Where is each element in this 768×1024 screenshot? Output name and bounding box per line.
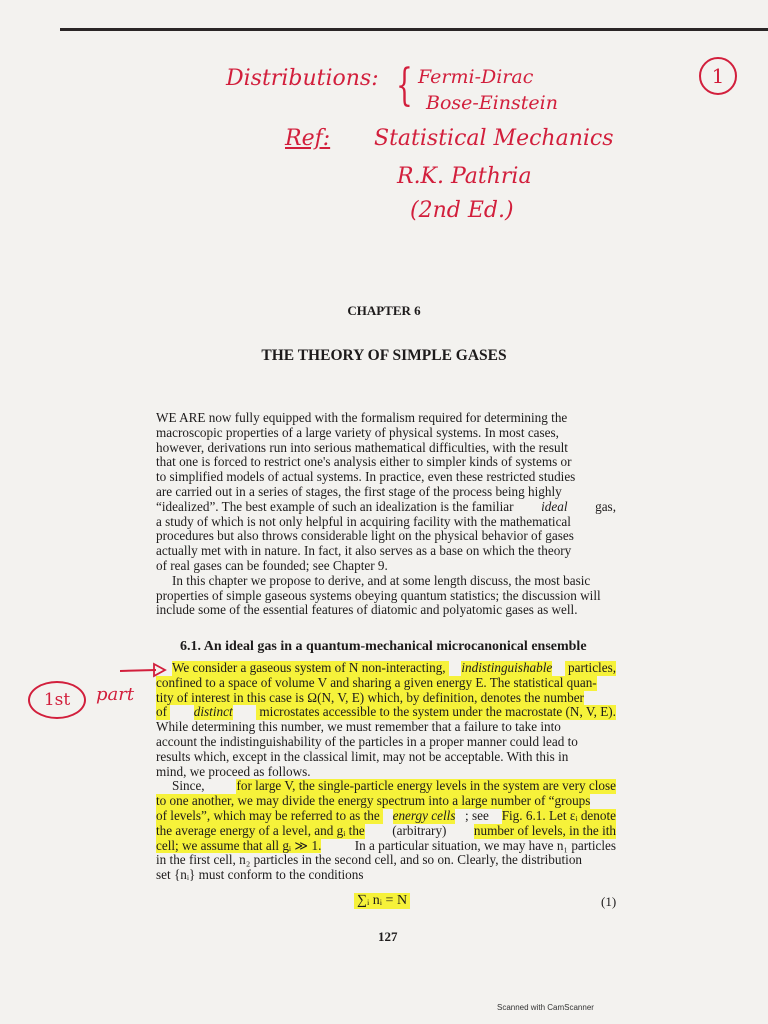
- text-line: [156, 824, 616, 839]
- section-paragraphs: [156, 661, 616, 883]
- text-line: [156, 574, 616, 589]
- highlighted-text: microstates accessible to the system under the macrostate (N, V, E).: [256, 704, 616, 720]
- text-line: [156, 735, 616, 750]
- text-line: [156, 794, 616, 809]
- text-segment: In a particular situation, we may have n₁ particles: [351, 837, 616, 853]
- section-heading: 6.1. An ideal gas in a quantum-mechanical microcanonical ensemble: [180, 639, 587, 654]
- text-line: [156, 426, 616, 441]
- handwritten-arrow-icon: [118, 662, 168, 678]
- handwritten-fermi-dirac: Fermi-Dirac: [418, 66, 534, 88]
- text-segment: properties of simple gaseous systems obeying quantum statistics; the discussion will: [156, 587, 601, 603]
- highlighted-text: distinct: [193, 704, 233, 720]
- handwritten-part: part: [96, 684, 135, 705]
- highlighted-text: particles,: [564, 660, 616, 675]
- handwritten-ref-edition: (2nd Ed.): [410, 198, 514, 223]
- text-segment: are carried out in a series of stages, the first stage of the process being highly: [156, 483, 562, 499]
- text-line: [156, 868, 616, 883]
- text-line: [156, 455, 616, 470]
- highlighted-text: confined to a space of volume V and sharing a given energy E. The statistical quan-: [156, 674, 597, 690]
- text-segment: include some of the essential features of diatomic and polyatomic gases as well.: [156, 602, 578, 618]
- handwritten-ref-label: Ref:: [285, 126, 331, 151]
- highlighted-text: Fig. 6.1. Let εᵢ denote: [501, 807, 616, 823]
- scan-edge-line: [60, 28, 768, 31]
- highlighted-text: of: [156, 704, 171, 720]
- chapter-label: CHAPTER 6: [347, 303, 421, 318]
- scanner-watermark: Scanned with CamScanner: [497, 1003, 594, 1012]
- text-line: [156, 779, 616, 794]
- highlighted-text: indistinguishable: [461, 660, 553, 675]
- text-line: [156, 589, 616, 604]
- text-line: [156, 485, 616, 500]
- intro-paragraphs: [156, 411, 616, 618]
- highlighted-text: tity of interest in this case is Ω(N, V, E) which, by definition, denotes the number: [156, 689, 584, 705]
- text-line: [156, 705, 616, 720]
- handwritten-bose-einstein: Bose-Einstein: [426, 92, 558, 114]
- text-segment: ideal: [541, 498, 568, 514]
- text-line: [156, 411, 616, 426]
- text-line: [156, 853, 616, 868]
- text-line: [156, 691, 616, 706]
- text-segment: mind, we proceed as follows.: [156, 763, 311, 779]
- highlighted-text: number of levels, in the ith: [473, 822, 616, 838]
- text-segment: While determining this number, we must remember that a failure to take into: [156, 719, 561, 735]
- highlighted-text: energy cells: [392, 807, 456, 823]
- text-segment: macroscopic properties of a large variety of physical systems. In most cases,: [156, 424, 559, 440]
- text-segment: to simplified models of actual systems. In practice, even these restricted studies: [156, 469, 576, 485]
- page-number: 127: [378, 929, 398, 944]
- text-segment: gas,: [591, 498, 616, 514]
- text-segment: “idealized”. The best example of such an idealization is the familiar: [156, 498, 517, 514]
- text-segment: procedures but also throws considerable light on the physical behavior of gases: [156, 528, 574, 544]
- text-segment: Since,: [172, 778, 208, 794]
- text-line: [156, 441, 616, 456]
- highlighted-text: the average energy of a level, and gᵢ the: [156, 822, 365, 838]
- text-line: [156, 470, 616, 485]
- text-line: [156, 720, 616, 735]
- text-line: [156, 603, 616, 618]
- text-line: [156, 809, 616, 824]
- highlighted-text: of levels”, which may be referred to as the: [156, 807, 384, 823]
- highlighted-text: We consider a gaseous system of N non-interacting,: [172, 660, 449, 675]
- text-line: [156, 559, 616, 574]
- text-line: [156, 750, 616, 765]
- text-segment: actually met with in nature. In fact, it also serves as a base on which the theory: [156, 543, 572, 559]
- handwritten-ref-title: Statistical Mechanics: [374, 126, 614, 151]
- text-line: [156, 676, 616, 691]
- text-line: [156, 544, 616, 559]
- highlighted-text: cell; we assume that all gᵢ ≫ 1.: [156, 837, 322, 853]
- text-line: [156, 515, 616, 530]
- text-segment: of real gases can be founded; see Chapter 9.: [156, 557, 388, 573]
- equation: ∑ᵢ nᵢ = N: [354, 893, 410, 909]
- text-line: [156, 839, 616, 854]
- handwritten-brace: {: [396, 60, 413, 111]
- text-line: [156, 765, 616, 780]
- chapter-title: THE THEORY OF SIMPLE GASES: [261, 347, 507, 364]
- handwritten-1st-circle: 1st: [28, 681, 86, 719]
- text-segment: WE ARE now fully equipped with the formalism required for determining the: [156, 410, 568, 425]
- text-segment: (arbitrary): [388, 822, 450, 838]
- text-line: [156, 500, 616, 515]
- handwritten-ref-author: R.K. Pathria: [397, 164, 532, 189]
- highlighted-text: to one another, we may divide the energy spectrum into a large number of “groups: [156, 793, 591, 809]
- handwritten-distributions: Distributions:: [226, 66, 379, 91]
- text-segment: that one is forced to restrict one's analysis either to simpler kinds of systems or: [156, 454, 572, 470]
- text-line: [156, 529, 616, 544]
- text-segment: a study of which is not only helpful in acquiring facility with the mathematical: [156, 513, 571, 529]
- text-segment: account the indistinguishability of the particles in a proper manner could lead to: [156, 733, 578, 749]
- text-line: [156, 661, 616, 676]
- text-segment: ; see: [465, 807, 493, 823]
- text-segment: however, derivations run into serious mathematical difficulties, with the result: [156, 439, 568, 455]
- equation-number: (1): [601, 894, 617, 909]
- text-segment: set {nᵢ} must conform to the conditions: [156, 867, 364, 883]
- highlighted-text: for large V, the single-particle energy levels in the system are very close: [236, 778, 616, 794]
- page-number-circle: 1: [699, 57, 737, 95]
- text-segment: results which, except in the classical limit, may not be acceptable. With this in: [156, 748, 569, 764]
- text-segment: In this chapter we propose to derive, and at some length discuss, the most basic: [172, 572, 591, 588]
- text-segment: in the first cell, n₂ particles in the second cell, and so on. Clearly, the distribution: [156, 852, 583, 868]
